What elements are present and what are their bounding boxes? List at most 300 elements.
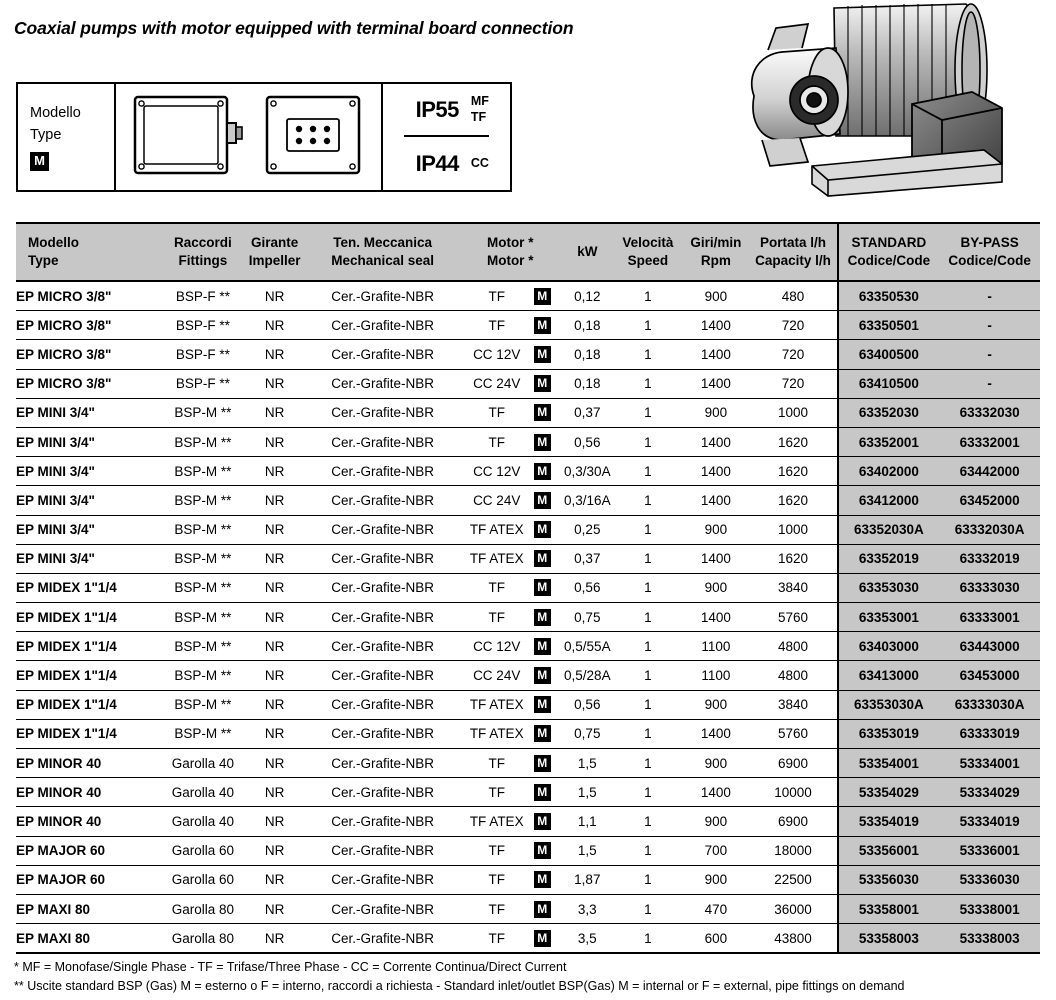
cell-model: EP MINI 3/4" [16, 398, 163, 427]
cell-bypass-code: 63332001 [939, 427, 1040, 456]
legend-model-label-en: Type [30, 126, 62, 143]
m-badge-icon: M [534, 842, 551, 859]
motor-type-label: TF [488, 317, 505, 333]
cell-speed: 1 [613, 661, 682, 690]
table-header-row [16, 223, 1040, 281]
cell-seal: Cer.-Grafite-NBR [306, 836, 459, 865]
cell-motor [459, 894, 561, 923]
motor-type-label: TF ATEX [469, 726, 524, 742]
cell-seal: Cer.-Grafite-NBR [306, 807, 459, 836]
m-badge-icon: M [534, 375, 551, 392]
cell-rpm: 1400 [682, 778, 749, 807]
cell-motor [459, 661, 561, 690]
legend-m-badge: M [30, 152, 49, 171]
ip55-types [471, 94, 489, 125]
header-capacity: Portata l/h Capacity l/h [750, 223, 838, 281]
table-row [16, 924, 1040, 954]
table-row [16, 340, 1040, 369]
cell-motor [459, 690, 561, 719]
motor-type-label: CC 12V [473, 346, 521, 362]
cell-capacity: 720 [750, 369, 838, 398]
cell-impeller: NR [243, 311, 306, 340]
m-badge-icon: M [534, 521, 551, 538]
cell-rpm: 900 [682, 398, 749, 427]
cell-capacity: 6900 [750, 807, 838, 836]
cell-kw: 1,5 [561, 749, 613, 778]
cell-impeller: NR [243, 807, 306, 836]
cell-seal: Cer.-Grafite-NBR [306, 544, 459, 573]
cell-motor [459, 836, 561, 865]
cell-motor [459, 778, 561, 807]
footnotes [14, 958, 904, 997]
cell-seal: Cer.-Grafite-NBR [306, 719, 459, 748]
cell-model: EP MINOR 40 [16, 749, 163, 778]
cell-impeller: NR [243, 603, 306, 632]
motor-type-label: TF [488, 755, 505, 771]
cell-capacity: 3840 [750, 573, 838, 602]
cell-speed: 1 [613, 573, 682, 602]
cell-capacity: 1620 [750, 457, 838, 486]
cell-fittings: BSP-F ** [163, 281, 244, 311]
cell-bypass-code: 63453000 [939, 661, 1040, 690]
motor-type-label: TF [488, 784, 505, 800]
coaxial-pump-illustration [716, 0, 1046, 210]
cell-capacity: 22500 [750, 865, 838, 894]
cell-standard-code: 63410500 [838, 369, 940, 398]
cell-bypass-code: 63332030 [939, 398, 1040, 427]
cell-fittings: BSP-M ** [163, 719, 244, 748]
cell-seal: Cer.-Grafite-NBR [306, 486, 459, 515]
motor-type-label: CC 24V [473, 492, 521, 508]
cell-capacity: 720 [750, 311, 838, 340]
cell-impeller: NR [243, 924, 306, 954]
cell-motor [459, 924, 561, 954]
cell-motor [459, 515, 561, 544]
cell-motor [459, 719, 561, 748]
terminal-plate-icon [265, 93, 363, 182]
cell-kw: 0,37 [561, 398, 613, 427]
cell-motor [459, 281, 561, 311]
cell-bypass-code: - [939, 340, 1040, 369]
m-badge-icon: M [534, 463, 551, 480]
cell-impeller: NR [243, 427, 306, 456]
cell-model: EP MICRO 3/8" [16, 340, 163, 369]
m-badge-icon: M [534, 696, 551, 713]
cell-model: EP MAJOR 60 [16, 836, 163, 865]
cell-capacity: 43800 [750, 924, 838, 954]
cell-fittings: BSP-M ** [163, 544, 244, 573]
m-badge-icon: M [534, 755, 551, 772]
table-row [16, 573, 1040, 602]
cell-model: EP MIDEX 1"1/4 [16, 632, 163, 661]
cell-capacity: 18000 [750, 836, 838, 865]
cell-rpm: 900 [682, 281, 749, 311]
cell-kw: 0,75 [561, 603, 613, 632]
cell-standard-code: 53356001 [838, 836, 940, 865]
cell-model: EP MINOR 40 [16, 778, 163, 807]
cell-capacity: 6900 [750, 749, 838, 778]
cell-standard-code: 63353030 [838, 573, 940, 602]
cell-bypass-code: 53336001 [939, 836, 1040, 865]
m-badge-icon: M [534, 579, 551, 596]
m-badge-icon: M [534, 288, 551, 305]
cell-fittings: BSP-M ** [163, 515, 244, 544]
cell-kw: 3,3 [561, 894, 613, 923]
cell-model: EP MIDEX 1"1/4 [16, 661, 163, 690]
cell-standard-code: 63403000 [838, 632, 940, 661]
m-badge-icon: M [534, 871, 551, 888]
cell-fittings: BSP-M ** [163, 457, 244, 486]
cell-standard-code: 63350530 [838, 281, 940, 311]
cell-impeller: NR [243, 369, 306, 398]
table-row [16, 603, 1040, 632]
cell-standard-code: 63352001 [838, 427, 940, 456]
cell-seal: Cer.-Grafite-NBR [306, 457, 459, 486]
ip44-value: IP44 [415, 150, 459, 176]
cell-seal: Cer.-Grafite-NBR [306, 924, 459, 954]
cell-capacity: 480 [750, 281, 838, 311]
cell-speed: 1 [613, 865, 682, 894]
specs-table-body [16, 281, 1040, 953]
legend-model-label-it: Modello [30, 105, 81, 122]
cell-rpm: 1400 [682, 457, 749, 486]
header-fittings: Raccordi Fittings [163, 223, 244, 281]
cell-impeller: NR [243, 778, 306, 807]
ip55-value: IP55 [415, 96, 459, 122]
cell-model: EP MIDEX 1"1/4 [16, 573, 163, 602]
motor-type-label: TF [488, 288, 505, 304]
cell-bypass-code: - [939, 281, 1040, 311]
cell-capacity: 5760 [750, 719, 838, 748]
cell-impeller: NR [243, 573, 306, 602]
cell-motor [459, 807, 561, 836]
cell-model: EP MINI 3/4" [16, 544, 163, 573]
cell-kw: 1,1 [561, 807, 613, 836]
cell-capacity: 1000 [750, 398, 838, 427]
cell-standard-code: 53354029 [838, 778, 940, 807]
cell-speed: 1 [613, 515, 682, 544]
cell-fittings: Garolla 40 [163, 807, 244, 836]
cell-kw: 1,87 [561, 865, 613, 894]
motor-type-label: TF [488, 872, 505, 888]
page-title: Coaxial pumps with motor equipped with terminal board connection [14, 18, 574, 38]
cell-motor [459, 573, 561, 602]
cell-standard-code: 63353030A [838, 690, 940, 719]
cell-speed: 1 [613, 369, 682, 398]
cell-seal: Cer.-Grafite-NBR [306, 603, 459, 632]
legend-ip-row-55 [404, 84, 489, 137]
m-badge-icon: M [534, 901, 551, 918]
m-badge-icon: M [534, 609, 551, 626]
cell-seal: Cer.-Grafite-NBR [306, 865, 459, 894]
cell-fittings: BSP-M ** [163, 398, 244, 427]
cell-kw: 1,5 [561, 778, 613, 807]
cell-rpm: 1400 [682, 311, 749, 340]
cell-rpm: 900 [682, 573, 749, 602]
cell-standard-code: 63353001 [838, 603, 940, 632]
cell-kw: 1,5 [561, 836, 613, 865]
cell-speed: 1 [613, 340, 682, 369]
cell-fittings: Garolla 40 [163, 778, 244, 807]
motor-type-label: CC 12V [473, 463, 521, 479]
cell-model: EP MICRO 3/8" [16, 311, 163, 340]
cell-fittings: BSP-F ** [163, 311, 244, 340]
header-kw: kW [561, 223, 613, 281]
cell-seal: Cer.-Grafite-NBR [306, 515, 459, 544]
table-row [16, 369, 1040, 398]
cell-model: EP MAJOR 60 [16, 865, 163, 894]
cell-rpm: 900 [682, 865, 749, 894]
cell-kw: 3,5 [561, 924, 613, 954]
cell-rpm: 900 [682, 749, 749, 778]
cell-speed: 1 [613, 690, 682, 719]
cell-motor [459, 865, 561, 894]
table-row [16, 661, 1040, 690]
cell-fittings: Garolla 60 [163, 865, 244, 894]
cell-motor [459, 369, 561, 398]
cell-rpm: 700 [682, 836, 749, 865]
cell-capacity: 720 [750, 340, 838, 369]
cell-bypass-code: 63333030 [939, 573, 1040, 602]
cell-speed: 1 [613, 836, 682, 865]
header-seal: Ten. Meccanica Mechanical seal [306, 223, 459, 281]
m-badge-icon: M [534, 784, 551, 801]
cell-motor [459, 544, 561, 573]
cell-rpm: 1400 [682, 544, 749, 573]
cell-seal: Cer.-Grafite-NBR [306, 778, 459, 807]
cell-fittings: Garolla 80 [163, 894, 244, 923]
cell-impeller: NR [243, 661, 306, 690]
cell-speed: 1 [613, 427, 682, 456]
cell-rpm: 1400 [682, 369, 749, 398]
m-badge-icon: M [534, 404, 551, 421]
header-bypass-code: BY-PASS Codice/Code [939, 223, 1040, 281]
motor-type-label: TF [488, 930, 505, 946]
cell-motor [459, 311, 561, 340]
cell-impeller: NR [243, 894, 306, 923]
header-model: Modello Type [16, 223, 163, 281]
cell-speed: 1 [613, 778, 682, 807]
cell-bypass-code: - [939, 369, 1040, 398]
cell-kw: 0,37 [561, 544, 613, 573]
cell-kw: 0,3/30A [561, 457, 613, 486]
ip55-type-mf: MF [470, 93, 489, 108]
table-row [16, 486, 1040, 515]
cell-impeller: NR [243, 281, 306, 311]
motor-type-label: TF [488, 843, 505, 859]
motor-type-label: TF [488, 580, 505, 596]
motor-type-label: TF [488, 609, 505, 625]
motor-type-label: TF ATEX [469, 551, 524, 567]
cell-rpm: 1100 [682, 632, 749, 661]
table-row [16, 311, 1040, 340]
cell-capacity: 36000 [750, 894, 838, 923]
cell-rpm: 1400 [682, 719, 749, 748]
cell-impeller: NR [243, 632, 306, 661]
cell-fittings: BSP-M ** [163, 573, 244, 602]
motor-type-label: CC 24V [473, 668, 521, 684]
cell-kw: 0,3/16A [561, 486, 613, 515]
cell-bypass-code: 53334029 [939, 778, 1040, 807]
cell-kw: 0,12 [561, 281, 613, 311]
cell-motor [459, 457, 561, 486]
cell-standard-code: 63402000 [838, 457, 940, 486]
cell-rpm: 1400 [682, 603, 749, 632]
cell-capacity: 4800 [750, 632, 838, 661]
cell-speed: 1 [613, 632, 682, 661]
ip44-types: CC [470, 155, 489, 170]
cell-seal: Cer.-Grafite-NBR [306, 749, 459, 778]
cell-motor [459, 749, 561, 778]
cell-model: EP MAXI 80 [16, 894, 163, 923]
cell-model: EP MIDEX 1"1/4 [16, 719, 163, 748]
cell-seal: Cer.-Grafite-NBR [306, 369, 459, 398]
table-row [16, 457, 1040, 486]
footnote-fittings: ** Uscite standard BSP (Gas) M = esterno o F = interno, raccordi a richiesta - Standard inlet/outlet BSP(Gas) M = internal or F = external, pipe fittings on demand [14, 979, 905, 994]
cell-impeller: NR [243, 544, 306, 573]
legend-ip-cell [383, 84, 510, 190]
cell-rpm: 1400 [682, 427, 749, 456]
cell-impeller: NR [243, 398, 306, 427]
cell-bypass-code: - [939, 311, 1040, 340]
cell-standard-code: 63352030A [838, 515, 940, 544]
cell-model: EP MINI 3/4" [16, 427, 163, 456]
cell-fittings: BSP-M ** [163, 690, 244, 719]
cell-kw: 0,75 [561, 719, 613, 748]
header-standard-code: STANDARD Codice/Code [838, 223, 940, 281]
cell-standard-code: 63413000 [838, 661, 940, 690]
table-row [16, 749, 1040, 778]
cell-speed: 1 [613, 311, 682, 340]
cell-kw: 0,18 [561, 311, 613, 340]
cell-bypass-code: 63332030A [939, 515, 1040, 544]
cell-seal: Cer.-Grafite-NBR [306, 690, 459, 719]
cell-kw: 0,56 [561, 690, 613, 719]
cell-impeller: NR [243, 749, 306, 778]
cell-fittings: BSP-M ** [163, 427, 244, 456]
cell-model: EP MICRO 3/8" [16, 369, 163, 398]
cell-impeller: NR [243, 515, 306, 544]
cell-motor [459, 398, 561, 427]
cell-model: EP MINI 3/4" [16, 457, 163, 486]
cell-speed: 1 [613, 603, 682, 632]
m-badge-icon: M [534, 317, 551, 334]
cell-impeller: NR [243, 340, 306, 369]
table-row [16, 427, 1040, 456]
legend-drawings-cell [116, 84, 383, 190]
cell-impeller: NR [243, 719, 306, 748]
cell-fittings: Garolla 80 [163, 924, 244, 954]
table-row [16, 894, 1040, 923]
cell-speed: 1 [613, 924, 682, 954]
cell-seal: Cer.-Grafite-NBR [306, 281, 459, 311]
cell-rpm: 1400 [682, 486, 749, 515]
motor-type-label: TF ATEX [469, 813, 524, 829]
table-row [16, 632, 1040, 661]
m-badge-icon: M [534, 492, 551, 509]
cell-seal: Cer.-Grafite-NBR [306, 311, 459, 340]
table-row [16, 690, 1040, 719]
m-badge-icon: M [534, 638, 551, 655]
cell-fittings: BSP-M ** [163, 661, 244, 690]
cell-impeller: NR [243, 457, 306, 486]
cell-kw: 0,18 [561, 369, 613, 398]
cell-standard-code: 53358001 [838, 894, 940, 923]
cell-bypass-code: 53338003 [939, 924, 1040, 954]
cell-impeller: NR [243, 486, 306, 515]
cell-bypass-code: 63442000 [939, 457, 1040, 486]
footnote-motor-types: * MF = Monofase/Single Phase - TF = Trifase/Three Phase - CC = Corrente Continua/Direct Current [14, 960, 567, 974]
cell-model: EP MIDEX 1"1/4 [16, 603, 163, 632]
cell-speed: 1 [613, 807, 682, 836]
table-row [16, 398, 1040, 427]
cell-seal: Cer.-Grafite-NBR [306, 340, 459, 369]
cell-fittings: BSP-F ** [163, 340, 244, 369]
cell-capacity: 1620 [750, 544, 838, 573]
cell-bypass-code: 53338001 [939, 894, 1040, 923]
cell-model: EP MICRO 3/8" [16, 281, 163, 311]
cell-capacity: 5760 [750, 603, 838, 632]
terminal-box-icon [133, 93, 243, 182]
cell-rpm: 900 [682, 807, 749, 836]
motor-type-label: TF [488, 405, 505, 421]
table-row [16, 281, 1040, 311]
cell-rpm: 470 [682, 894, 749, 923]
motor-type-label: TF ATEX [469, 522, 524, 538]
cell-impeller: NR [243, 690, 306, 719]
cell-standard-code: 53356030 [838, 865, 940, 894]
ip55-type-tf: TF [470, 109, 487, 124]
cell-bypass-code: 63333030A [939, 690, 1040, 719]
cell-bypass-code: 63333001 [939, 603, 1040, 632]
m-badge-icon: M [534, 550, 551, 567]
cell-speed: 1 [613, 544, 682, 573]
table-row [16, 807, 1040, 836]
cell-motor [459, 427, 561, 456]
cell-capacity: 10000 [750, 778, 838, 807]
cell-motor [459, 632, 561, 661]
cell-capacity: 1620 [750, 486, 838, 515]
cell-kw: 0,5/28A [561, 661, 613, 690]
cell-kw: 0,5/55A [561, 632, 613, 661]
header-motor: Motor * Motor * [459, 223, 561, 281]
cell-fittings: BSP-M ** [163, 632, 244, 661]
cell-capacity: 3840 [750, 690, 838, 719]
legend-ip-row-44 [404, 137, 489, 190]
header-rpm: Giri/min Rpm [682, 223, 749, 281]
m-badge-icon: M [534, 346, 551, 363]
cell-standard-code: 63400500 [838, 340, 940, 369]
motor-type-label: TF [488, 901, 505, 917]
cell-bypass-code: 53336030 [939, 865, 1040, 894]
m-badge-icon: M [534, 930, 551, 947]
cell-motor [459, 340, 561, 369]
specs-table [16, 222, 1040, 954]
m-badge-icon: M [534, 813, 551, 830]
cell-kw: 0,56 [561, 573, 613, 602]
cell-speed: 1 [613, 486, 682, 515]
cell-fittings: BSP-F ** [163, 369, 244, 398]
cell-kw: 0,25 [561, 515, 613, 544]
motor-type-label: CC 12V [473, 638, 521, 654]
cell-seal: Cer.-Grafite-NBR [306, 661, 459, 690]
cell-speed: 1 [613, 457, 682, 486]
cell-speed: 1 [613, 398, 682, 427]
cell-fittings: Garolla 60 [163, 836, 244, 865]
table-row [16, 836, 1040, 865]
cell-model: EP MINOR 40 [16, 807, 163, 836]
cell-seal: Cer.-Grafite-NBR [306, 398, 459, 427]
